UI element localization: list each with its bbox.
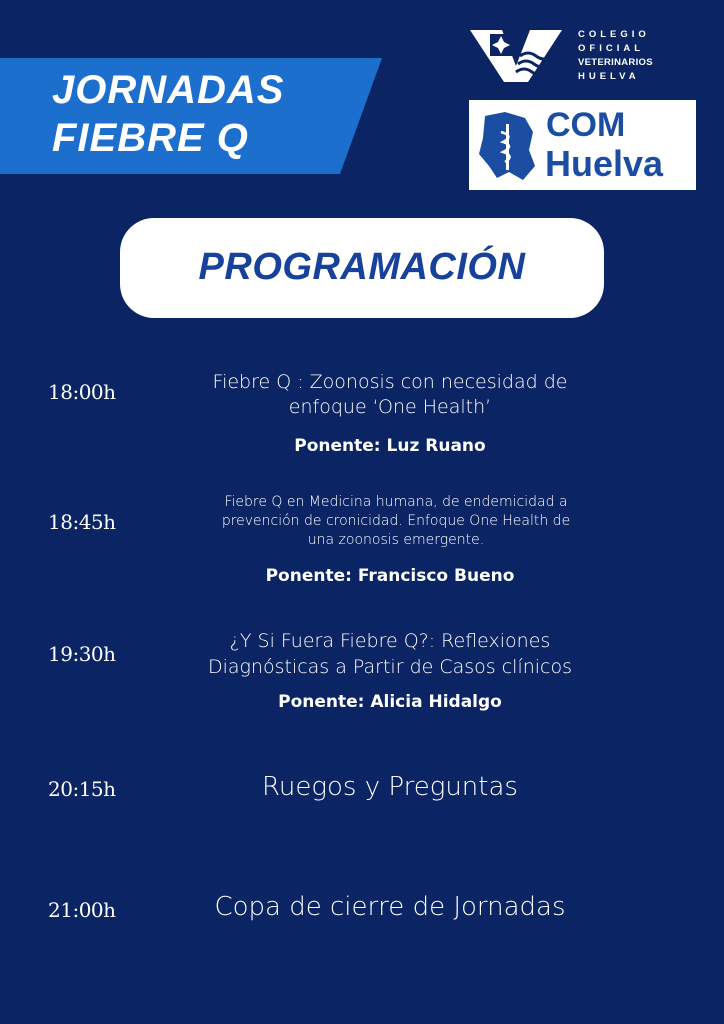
- talk-1-line1: Fiebre Q : Zoonosis con necesidad de: [212, 371, 568, 393]
- talk-1-line2: enfoque ‘One Health’: [288, 396, 492, 418]
- speaker-3: Ponente: Alicia Hidalgo: [278, 692, 502, 712]
- talk-title-4: Ruegos y Preguntas: [262, 772, 518, 802]
- time-slot-1800: 18:00h: [48, 380, 116, 404]
- talk-title-5: Copa de cierre de Jornadas: [214, 892, 566, 922]
- com-wordmark-line2: Huelva: [545, 143, 664, 184]
- time-slot-2015: 20:15h: [48, 777, 116, 801]
- com-huelva-wordmark: [545, 108, 663, 182]
- vet-name-line1: COLEGIO: [578, 29, 650, 40]
- time-slot-1930: 19:30h: [48, 642, 116, 666]
- vet-name-line4: HUELVA: [578, 71, 640, 82]
- speaker-1: Ponente: Luz Ruano: [294, 436, 486, 456]
- talk-2-line2: prevención de cronicidad. Enfoque One Health de: [221, 513, 571, 529]
- speaker-2: Ponente: Francisco Bueno: [265, 566, 515, 586]
- talk-2-line1: Fiebre Q en Medicina humana, de endemicidad a: [224, 494, 568, 510]
- vet-college-logo: [468, 26, 678, 88]
- vet-college-name: [578, 28, 653, 84]
- com-huelva-logo: [469, 100, 696, 190]
- vet-name-line2: OFICIAL: [578, 43, 644, 54]
- time-slot-2100: 21:00h: [48, 898, 116, 922]
- vet-emblem-icon: [468, 26, 564, 84]
- talk-title-3: [180, 628, 600, 680]
- banner-title-line2: FIEBRE Q: [52, 116, 249, 160]
- programacion-header: [120, 218, 604, 318]
- vet-name-line3: VETERINARIOS: [578, 57, 653, 68]
- talk-3-line2: Diagnósticas a Partir de Casos clínicos: [207, 656, 573, 678]
- talk-3-line1: ¿Y Si Fuera Fiebre Q?: Reflexiones: [229, 630, 551, 652]
- talk-title-2: [186, 493, 606, 550]
- time-slot-1845: 18:45h: [48, 510, 116, 534]
- talk-2-line3: una zoonosis emergente.: [307, 532, 485, 548]
- banner-title-line1: JORNADAS: [52, 68, 285, 112]
- talk-title-1: [180, 370, 600, 420]
- com-wordmark-line1: COM: [546, 106, 626, 144]
- huelva-map-icon: [475, 110, 539, 182]
- page-title: PROGRAMACIÓN: [198, 246, 526, 288]
